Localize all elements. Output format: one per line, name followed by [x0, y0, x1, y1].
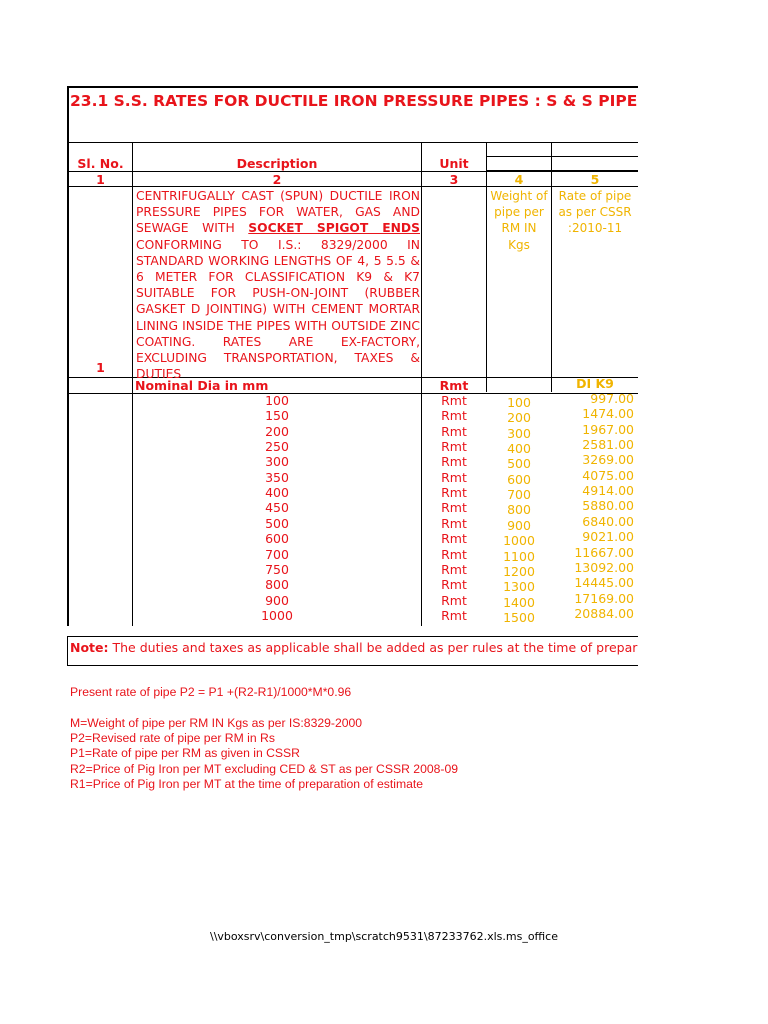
note-left: [67, 636, 68, 666]
row-rate: 13092.00: [574, 559, 634, 575]
row-weight: 300: [507, 425, 531, 441]
note-text: [70, 640, 638, 658]
row-weight: 900: [507, 517, 531, 533]
note-body: The duties and taxes as applicable shall be added as per rules at the time of prepar: [108, 640, 638, 655]
description-header: Description: [236, 156, 318, 171]
row-unit: Rmt: [441, 500, 467, 516]
formula-line-1: Present rate of pipe P2 = P1 +(R2-R1)/1000*M*0.96: [70, 685, 352, 699]
row-rate: 2581.00: [582, 437, 634, 453]
unit-header: Unit: [439, 156, 469, 171]
row-rate: 20884.00: [574, 605, 634, 621]
row-dia: 250: [265, 439, 289, 455]
formula-line-4: P1=Rate of pipe per RM as given in CSSR: [70, 746, 300, 760]
row-rate: 4075.00: [582, 467, 634, 483]
row-dia: 1000: [261, 607, 293, 623]
row-rate: 3269.00: [582, 452, 634, 468]
frame-top: [67, 86, 638, 88]
row-dia: 450: [265, 500, 289, 516]
note-label: Note:: [70, 640, 109, 655]
rate-header: Rate of pipe as per CSSR :2010-11: [558, 189, 632, 236]
row-unit: Rmt: [441, 607, 467, 623]
row-rate: 997.00: [590, 391, 634, 406]
row-weight: 100: [507, 395, 531, 410]
row-dia: 700: [265, 546, 289, 562]
row-dia: 200: [265, 423, 289, 439]
row-weight: 700: [507, 487, 531, 503]
col-num-3: 3: [449, 172, 459, 187]
formula-line-2: M=Weight of pipe per RM IN Kgs as per IS:8329-2000: [70, 716, 363, 730]
sl-no-header: Sl. No.: [77, 156, 124, 171]
row-unit: Rmt: [441, 592, 467, 608]
col-num-4: 4: [514, 172, 524, 187]
row-dia: 100: [265, 393, 289, 408]
row-unit: Rmt: [441, 393, 467, 408]
subhdr-unit: Rmt: [439, 378, 469, 393]
row-unit: Rmt: [441, 546, 467, 562]
row-unit: Rmt: [441, 577, 467, 593]
col-num-1: 1: [96, 172, 105, 187]
row-weight: 400: [507, 441, 531, 457]
row-weight: 1300: [503, 579, 535, 595]
row-weight: 600: [507, 471, 531, 487]
item-description: [136, 188, 420, 382]
note-bottom: [67, 665, 638, 666]
header-bottom: [67, 142, 638, 143]
item-sl-no: 1: [96, 360, 105, 375]
row-dia: 800: [265, 577, 289, 593]
row-weight: 500: [507, 456, 531, 472]
row-rate: 11667.00: [574, 544, 634, 560]
formula-line-3: P2=Revised rate of pipe per RM in Rs: [70, 731, 275, 745]
file-path-footer: \\vboxsrv\conversion_tmp\scratch9531\87233762.xls.ms_office: [209, 930, 558, 943]
row-dia: 750: [265, 561, 289, 577]
row-weight: 1400: [503, 594, 535, 610]
formula-line-6: R1=Price of Pig Iron per MT at the time of preparation of estimate: [70, 777, 424, 791]
row-weight: 200: [507, 410, 531, 426]
row-dia: 500: [265, 515, 289, 531]
row-unit: Rmt: [441, 408, 467, 424]
row-unit: Rmt: [441, 561, 467, 577]
row-rate: 17169.00: [574, 590, 634, 606]
col-num-5: 5: [590, 172, 600, 187]
row-unit: Rmt: [441, 439, 467, 455]
desc-part-1: CENTRIFUGALLY CAST (SPUN) DUCTILE IRON PRESSURE PIPES FOR WATER, GAS AND SEWAGE WITH: [136, 189, 420, 236]
di-k9-label: DI K9: [576, 376, 614, 391]
row-weight: 1100: [503, 548, 535, 564]
row-dia: 400: [265, 485, 289, 501]
nominal-dia-label: Nominal Dia in mm: [135, 378, 269, 393]
note-top: [67, 636, 638, 637]
row-unit: Rmt: [441, 515, 467, 531]
row-dia: 350: [265, 469, 289, 485]
row-rate: 6840.00: [582, 513, 634, 529]
row-rate: 14445.00: [574, 575, 634, 591]
row-rate: 4914.00: [582, 483, 634, 499]
col-num-2: 2: [272, 172, 282, 187]
desc-part-2: CONFORMING TO I.S.: 8329/2000 IN STANDARD WORKING LENGTHS OF 4, 5 5.5 & 6 METER FOR CLASSIFICATION K9 & K7 SUITABLE FOR PUSH-ON-JOINT (RUBBER GASKET D JOINTING) WITH CEMENT MORTAR LINING INSIDE THE PIPES WITH OUTSIDE ZINC COATING. RATES ARE EX-FACTORY, EXCLUDING TRANSPORTATION, TAXES & DUTIES: [136, 237, 420, 382]
weight-header: Weight of pipe per RM IN Kgs: [490, 189, 548, 252]
row-unit: Rmt: [441, 485, 467, 501]
row-dia: 600: [265, 531, 289, 547]
page-title: 23.1 S.S. RATES FOR DUCTILE IRON PRESSURE PIPES : S & S PIPE: [70, 92, 638, 110]
formula-line-5: R2=Price of Pig Iron per MT excluding CED & ST as per CSSR 2008-09: [70, 762, 459, 776]
row-rate: 9021.00: [582, 529, 634, 545]
row-dia: 900: [265, 592, 289, 608]
desc-socket-spigot: SOCKET SPIGOT ENDS: [248, 221, 420, 236]
row-weight: 800: [507, 502, 531, 518]
row-dia: 300: [265, 454, 289, 470]
row-unit: Rmt: [441, 531, 467, 547]
row-dia: 150: [265, 408, 289, 424]
row-unit: Rmt: [441, 469, 467, 485]
row-rate: 1967.00: [582, 421, 634, 437]
hdr-sub-1: [486, 156, 638, 157]
row-unit: Rmt: [441, 454, 467, 470]
row-weight: 1500: [503, 609, 535, 625]
row-weight: 1200: [503, 563, 535, 579]
row-rate: 5880.00: [582, 498, 634, 514]
row-unit: Rmt: [441, 423, 467, 439]
row-weight: 1000: [503, 533, 535, 549]
row-rate: 1474.00: [582, 406, 634, 422]
